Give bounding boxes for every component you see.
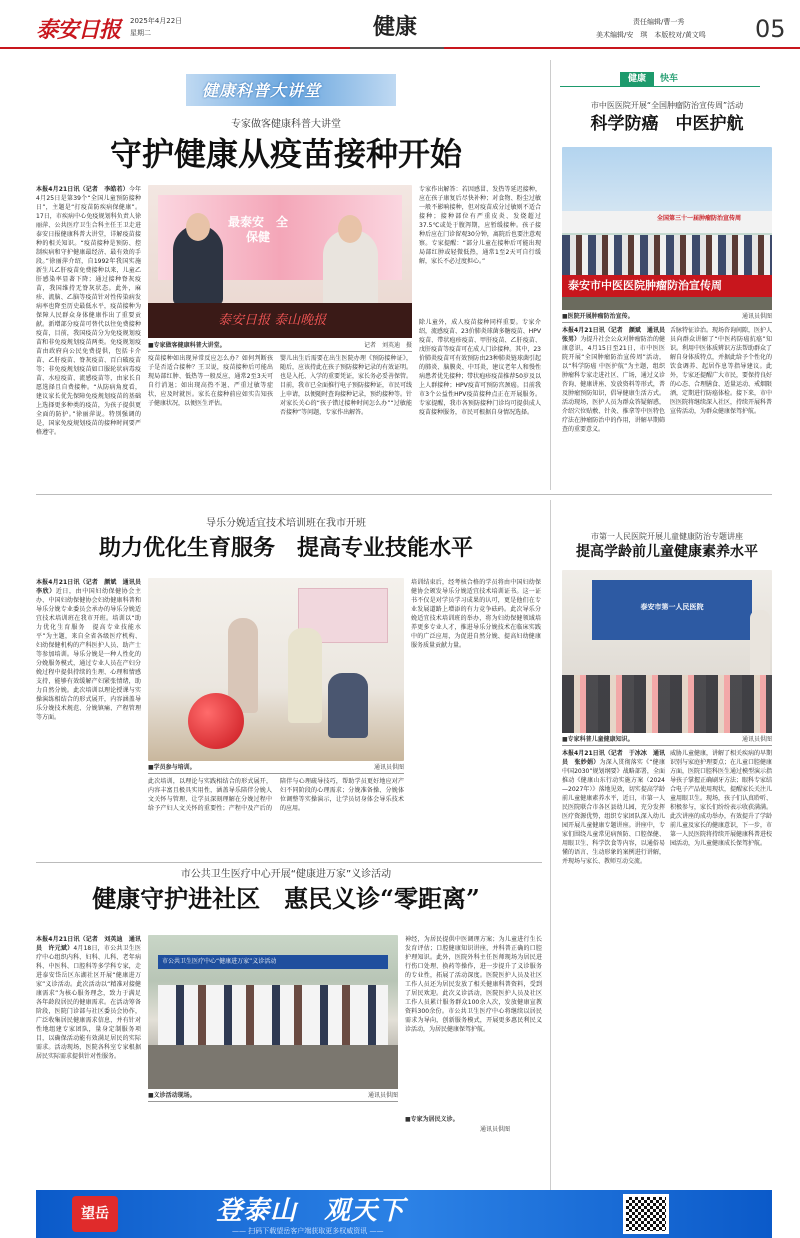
studio-screen-text: 最泰安 全保健 (227, 215, 288, 244)
person-right-head (338, 215, 362, 243)
article3-body-left: 近日，由中国妇幼保健协会主办、中国妇幼保健协会妇幼健康科普和导乐分娩专业委员会承办的导乐分娩适宜技术培训班在我市开班。培训以“助力优化生育服务 提高专业技能水平”为主题，来自全省各级医疗机构、妇幼保健机构的产科医护人员、助产士等参加培训。导乐分娩是一种人性化的分娩服务模式，通过专业人员在产妇分娩过程中提供持续的生理、心理和情感支持，能够有效缓解产妇紧张情绪，助力自然分娩。此次培训以理论授课与实操演练相结合的形式展开，内容涵盖导乐分娩技术规范、分娩镇痛、产程管理等方面。 (36, 588, 141, 721)
article5-body-mid: 神经，为居民提供中医调理方案；为儿童进行生长发育评估；口腔健康知识讲座，并科普正确的口腔护理知识。此外，医院外科主任医师现场为居民进行伤口处理、换药等操作，进一步提升了义诊服务的专业性，拓展了活动深度。医院医护人员及社区工作人员还为居民发放了相关健康科普资料，受到了居民欢迎。此次义诊活动，医院医护人员及社区工作人员累计服务群众100余人次，发放健康宣教资料300余份。市公共卫生医疗中心将继续以居民需求为导向，创新服务模式，开展更多惠民利民义诊活动，为居民健康保驾护航。 (405, 936, 542, 1033)
section-rule-1 (36, 494, 772, 495)
article2-byline: 本报4月21日讯（记者 颜斌 通讯员 张男） (562, 327, 672, 343)
article4-text-left (562, 749, 665, 1181)
studio-desk-sign: 泰安日报 泰山晚报 (218, 313, 327, 328)
article2-photo (562, 147, 772, 310)
article3-caption-text: ■学员参与培训。 (148, 764, 196, 771)
article2-credit: 通讯员供图 (741, 313, 772, 320)
ad-slogan: 登泰山 观天下 (216, 1196, 406, 1226)
article1-credit: 记者 刘英迪 摄 (363, 342, 412, 349)
article1-body-left: 今年4月25日是第39个“全国儿童预防接种日”，主题是“打疫苗防疾病保健康”。17日，市疾病中心免疫规划科负责人徐丽萍、公共医疗卫生合科主任王卫走进泰安日报健康科普大讲堂，详解疫苗接种的相关知识。“疫苗接种是预防、控制疾病和守护健康最经济、最有效的手段。”徐丽萍介绍，自1992年我国实施新生儿乙肝疫苗免费接种以来，儿童乙肝感染率显著下降；通过接种脊灰疫苗，我国维持无脊灰状态。此外，麻疹、流脑、乙脑等疫苗针对性传染病发病率也降至历史最低水平，疫苗接种为保障人民群众身体健康作出了重要贡献。新增部分疫苗可替代以往免费接种疫苗，目前，我国疫苗分为免疫规划疫苗和非免疫规划疫苗两类。免疫规划疫苗由政府向公民免费提供，包括卡介苗、乙肝疫苗、脊灰疫苗、百白破疫苗等；非免疫规划疫苗如口服轮状病毒疫苗、水痘疫苗、流感疫苗等，由家长自愿选择且自费接种。“从防病角度看，建议家长优先保障免疫规划疫苗的基础上选择更多种类的疫苗，为孩子提供更全面的防护。”徐丽萍说。特别强调的是，国家免疫规划疫苗的接种时间要严格遵守。 (36, 186, 141, 436)
article5-kicker: 市公共卫生医疗中心开展“健康进万家”义诊活动 (180, 869, 392, 880)
article5-byline: 本报4月21日讯（记者 刘英迪 通讯员 许元斌） (36, 936, 141, 952)
article3-caption (148, 764, 404, 773)
article3-caption-rule (148, 773, 404, 774)
express-tag-a: 健康 (620, 72, 654, 86)
article4-caption-text: ■专家科普儿童健康知识。 (562, 736, 634, 743)
editor-line-1: 责任编辑/曹一秀 (633, 18, 685, 26)
ground (562, 297, 772, 310)
section-title: 健康 (373, 14, 418, 40)
article4-headline: 提高学龄前儿童健康素养水平 (576, 544, 758, 560)
article5-headline: 健康守护进社区 惠民义诊“零距离” (92, 884, 480, 913)
article3-byline: 本报4月21日讯（记者 颜斌 通讯员 李欣） (36, 579, 148, 595)
article4-kicker: 市第一人民医院开展儿童健康防治专题讲座 (591, 532, 743, 541)
editor-line-2: 美术编辑/安 琪 本版校对/黄文鸣 (596, 31, 706, 39)
person-left-head (186, 213, 210, 241)
doctors-row (158, 985, 388, 1045)
article1-body-right1: 专家作出解答：若因感冒、发热等延迟接种，应在孩子康复后尽快补种；对食物、粉尘过敏一般不影响接种，但对疫苗成分过敏则不适合接种；接种部位有严重皮炎、发烧超过37.5℃或处于腹泻期，应暂缓接种。孩子接种后应在门诊留观30分钟，离院后也要注意观察。专家提醒：“部分儿童在接种后可能出现局部红肿或轻微低热，通常1至2天可自行缓解，家长不必过度担心。” (419, 186, 541, 265)
crowd (562, 235, 772, 275)
qr-pattern (626, 1197, 666, 1231)
article3-body-mid: 此次培训，以理论与实践相结合的形式展开，内容丰富且极具实用性，涵盖导乐陪伴分娩人文关怀与管理、让学员深刻理解在分娩过程中给予产妇人文关怀的重要性；产程中及产后的陪伴与心理疏导技巧，帮助学员更好地应对产妇不同阶段的心理需求；分娩准备操、分娩体位调整等实操演示，让学员切身体会导乐技术的应用。 (148, 778, 404, 812)
seated-trainee (328, 673, 368, 738)
article2-caption-text: ■医院开展肿瘤防治宣传。 (562, 313, 634, 320)
article1-kicker: 专家做客健康科普大讲堂 (231, 119, 341, 130)
article5-caption2 (405, 1116, 542, 1125)
article4-body1: 为深入贯彻落实《“健康中国2030”规划纲要》战略部署，全面推动《健康山东行动实施方案（2024—2027年）》落地见效，切实提高学龄前儿童健康素养水平，近日，市第一人民医院联合市各区县幼儿园，充分发挥医疗资源优势，组织专家团队深入幼儿园开展儿童健康专题讲座。讲座中，专家们围绕儿童常见病预防、口腔保健、用眼卫生、科学饮食等内容，以通俗易懂的语言、生动形象的案例进行讲解，并现场与家长、教师互动交流。 (562, 759, 665, 865)
article5-text-left (36, 935, 141, 1181)
article3-photo (148, 578, 404, 761)
article4-byline: 本报4月21日讯（记者 于冰冰 通讯员 张妙娟） (562, 750, 665, 766)
article2-body2: 舌脉特征诊治。现场咨询间隙，医护人员向群众讲解了“中医药防癌抗癌”知识。利用中医体质辨识方法帮助群众了解自身体质特点，并据此给予个性化的饮食调养、起居作息等指导建议。此外，专家还提醒广大市民，要保持良好的心态、合理膳食、适量运动、戒烟限酒，定期进行防癌体检。接下来，市中医医院将继续深入社区，持续开展科普宣传活动，为群众健康保驾护航。 (670, 327, 773, 415)
article1-photo (148, 185, 412, 338)
article5-caption-text: ■义诊活动现场。 (148, 1092, 196, 1099)
article4-credit: 通讯员供图 (741, 736, 772, 743)
science-banner (186, 74, 396, 106)
issue-weekday: 星期二 (130, 29, 151, 37)
article5-caption (148, 1092, 398, 1101)
article1-caption-text: ■专家做客健康科普大讲堂。 (148, 342, 226, 349)
article4-caption-rule (562, 745, 772, 746)
article1-body-right2: 除儿童外，成人疫苗接种同样重要。专家介绍，流感疫苗、23价肺炎球菌多糖疫苗、HPV疫苗、带状疱疹疫苗、甲肝疫苗、乙肝疫苗、戊肝疫苗等疫苗可在成人门诊接种。其中，23价肺炎疫苗可有效预防由23种肺炎链球菌引起的肺炎、脑膜炎、中耳炎，建议老年人和慢性病患者优先接种；带状疱疹疫苗推荐50岁及以上人群接种；HPV疫苗可预防宫颈癌。目前我市3个公益性HPV疫苗接种点正在开展服务。专家提醒，我市各预防接种门诊均可提供成人疫苗接种服务，市民可根据自身情况选择。 (419, 319, 541, 416)
masthead-rule-right (444, 47, 800, 49)
hospital-banner-text: 泰安市中医医院肿瘤防治宣传周 (568, 279, 722, 292)
qr-code (623, 1194, 669, 1234)
birth-ball (188, 693, 244, 749)
article3-body-right: 培训结束后，经考核合格的学员将由中国妇幼保健协会颁发导乐分娩适宜技术培训证书。这一证书不仅是对学员学习成果的认可，更是他们在专业发展道路上增添的有力竞争砝码。此次导乐分娩适宜技术培训班的举办，将为妇幼保健领域培养更多专业人才，推进导乐分娩技术在临床实践中的广泛应用，为促进自然分娩、提高妇幼健康服务质量贡献力量。 (411, 579, 541, 649)
newspaper-logo: 泰安日报 (36, 17, 121, 43)
page-number: 05 (755, 15, 786, 43)
express-tag-b: 快车 (659, 74, 678, 84)
article1-body-mid2: 婴儿出生后需要在出生医院办理《预防接种证》，随后，应该持此在孩子预防接种记录的有效证明。也是入托、入学的重要凭证，家长务必妥善保管。目前，我市已全面推行电子预防接种证，市民可线上申请，以便随时查询接种记录，预约接种等。针对家长关心的“孩子错过接种时间怎么办”“过敏能否接种”等问题，专家作出解答。 (280, 355, 413, 416)
column-divider-top (550, 60, 551, 490)
masthead-rule-left (0, 47, 350, 49)
health-express-tag (620, 72, 684, 86)
express-tag-rule (560, 86, 760, 87)
article5-photo (148, 935, 398, 1089)
article4-body2: 威胁儿童健康，讲解了相关疾病的早期识别与家庭护理要点；在儿童口腔健康方面，医院口腔科医生通过模型演示指导孩子掌握正确刷牙方法；眼科专家结合电子产品使用现状，提醒家长关注儿童用眼卫生。现场，孩子们认真聆听、积极参与，家长们纷纷表示收获满满。此次讲座的成功举办，有效提升了学龄前儿童及家长的健康意识，下一步，市第一人民医院将持续开展健康科普进校园活动，为儿童健康成长保驾护航。 (670, 750, 773, 847)
article2-caption-rule (562, 322, 772, 323)
article5-caption-rule (148, 1101, 398, 1102)
section-title-underline (350, 47, 444, 49)
audience (562, 675, 772, 733)
bottom-ad (36, 1190, 772, 1238)
article2-caption (562, 313, 772, 322)
section-rule-2 (36, 862, 542, 863)
article2-kicker: 市中医医院开展“全国肿瘤防治宣传周”活动 (590, 101, 744, 110)
article3-text-left (36, 578, 148, 853)
wangyue-logo-text: 望岳 (81, 1206, 109, 1222)
consult-table (148, 1045, 398, 1089)
article3-kicker: 导乐分娩适宜技术培训班在我市开班 (206, 518, 366, 529)
projection-screen-text: 泰安市第一人民医院 (640, 603, 704, 611)
article4-photo (562, 570, 772, 733)
article1-text-left (36, 185, 141, 473)
article5-caption2-text: ■专家为居民义诊。 (405, 1116, 459, 1123)
trainee (288, 628, 322, 723)
article3-headline: 助力优化生育服务 提高专业技能水平 (98, 535, 473, 561)
article1-byline: 本报4月21日讯（记者 李皓若） (36, 186, 129, 193)
article2-text-left (562, 326, 672, 474)
article5-credit2: 通讯员供图 (480, 1126, 511, 1133)
article2-headline: 科学防癌 中医护航 (590, 114, 744, 134)
article1-caption-rule (148, 351, 412, 352)
speaker (750, 610, 770, 680)
article1-caption (148, 342, 412, 351)
tent-text: 市公共卫生医疗中心“健康进万家”义诊活动 (162, 958, 277, 965)
issue-date: 2025年4月22日 (130, 17, 183, 25)
masthead (0, 0, 800, 52)
column-divider-mid (550, 500, 551, 1190)
banner-label: 健康科普大讲堂 (202, 81, 322, 100)
article4-caption (562, 736, 772, 745)
article1-headline: 守护健康从疫苗接种开始 (109, 135, 462, 173)
article1-body-mid1: 疫苗接种如出现异常反应怎么办？如何判断孩子是否适合接种？王卫说，疫苗接种后可能出现局部红肿、低热等一般反应，通常2至3天可自行消退；如出现高热不退、严重过敏等症状，应及时就医。家长在接种前应如实告知孩子健康状况，以便医生评估。 (148, 355, 273, 407)
tent-banner-text: 全国第三十一届肿瘤防治宣传周 (657, 215, 742, 222)
article5-body-left: 4月18日，市公共卫生医疗中心组织内科、妇科、儿科、老年病科、中医科、口腔科等多学科专家，走进泰安岱岳区东湖社区开展“健康进万家”义诊活动。此次活动以“精准对接健康需求”为核心服务理念，致力于满足各年龄段居民的健康需求。在活动筹备阶段，医院门诊部与社区委员会协作，广泛收集居民健康需求信息，并有针对性地组建专家团队，量身定制服务项目，以确保活动能有效满足居民的实际需求。活动现场，医院各科室专家根据居民实际需求提供针对性服务。 (36, 945, 141, 1060)
article5-credit: 通讯员供图 (367, 1092, 398, 1099)
ad-subtitle: —— 扫码下载望岳客户端获取更多权威资讯 —— (232, 1227, 384, 1235)
article3-credit: 通讯员供图 (373, 764, 404, 771)
article2-body1: 为提升社会公众对肿瘤防治的健康意识，4月15日至21日，市中医医院开展“全国肿瘤防治宣传周”活动，以“科学防癌 中医护航”为主题，组织肿瘤科专家走进社区、广场，通过义诊咨询、健康讲座、发放资料等形式，普及肿瘤预防知识，倡导健康生活方式。活动现场，医护人员为群众答疑解惑，介绍穴位贴敷、针灸、推拿等中医特色疗法在肿瘤防治中的作用，讲解早期筛查的重要意义。 (562, 336, 665, 433)
